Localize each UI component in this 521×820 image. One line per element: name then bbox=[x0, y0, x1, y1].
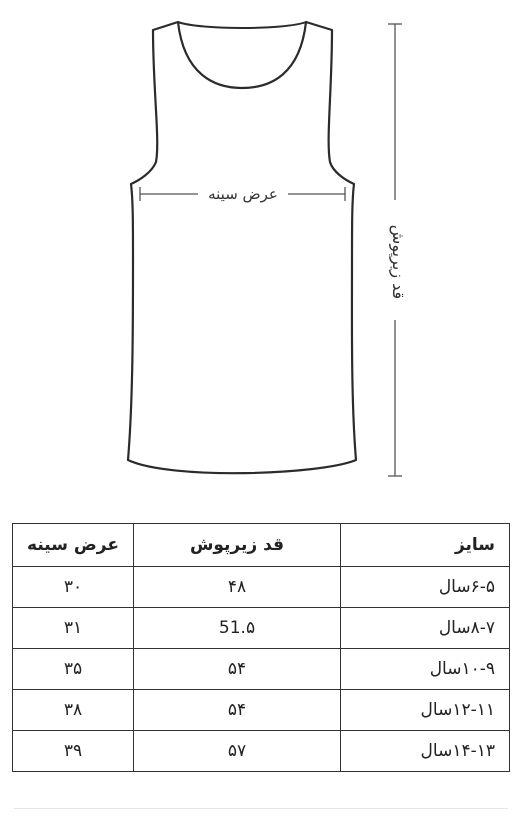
cell-chest: ۳۱ bbox=[13, 608, 134, 649]
cell-length: ۵۴ bbox=[134, 649, 341, 690]
chest-width-label: عرض سینه bbox=[198, 182, 288, 206]
cell-size: ۶-۵سال bbox=[341, 567, 510, 608]
cell-size: ۸-۷سال bbox=[341, 608, 510, 649]
cell-length: ۵۴ bbox=[134, 690, 341, 731]
divider bbox=[14, 808, 508, 809]
table-row bbox=[13, 567, 510, 608]
table-row bbox=[13, 690, 510, 731]
table-row bbox=[13, 731, 510, 772]
cell-size: ۱۰-۹سال bbox=[341, 649, 510, 690]
cell-chest: ۳۹ bbox=[13, 731, 134, 772]
cell-length: ۵۷ bbox=[134, 731, 341, 772]
cell-chest: ۳۸ bbox=[13, 690, 134, 731]
cell-length: 51.۵ bbox=[134, 608, 341, 649]
cell-chest: ۳۰ bbox=[13, 567, 134, 608]
header-chest-width: عرض سینه bbox=[13, 524, 134, 567]
size-table bbox=[12, 523, 510, 772]
cell-size: ۱۴-۱۳سال bbox=[341, 731, 510, 772]
cell-chest: ۳۵ bbox=[13, 649, 134, 690]
header-length: قد زیرپوش bbox=[134, 524, 341, 567]
table-header-row bbox=[13, 524, 510, 567]
header-size: سایز bbox=[341, 524, 510, 567]
table-row bbox=[13, 608, 510, 649]
length-label: قد زیرپوش bbox=[389, 224, 408, 300]
table-row bbox=[13, 649, 510, 690]
cell-size: ۱۲-۱۱سال bbox=[341, 690, 510, 731]
cell-length: ۴۸ bbox=[134, 567, 341, 608]
